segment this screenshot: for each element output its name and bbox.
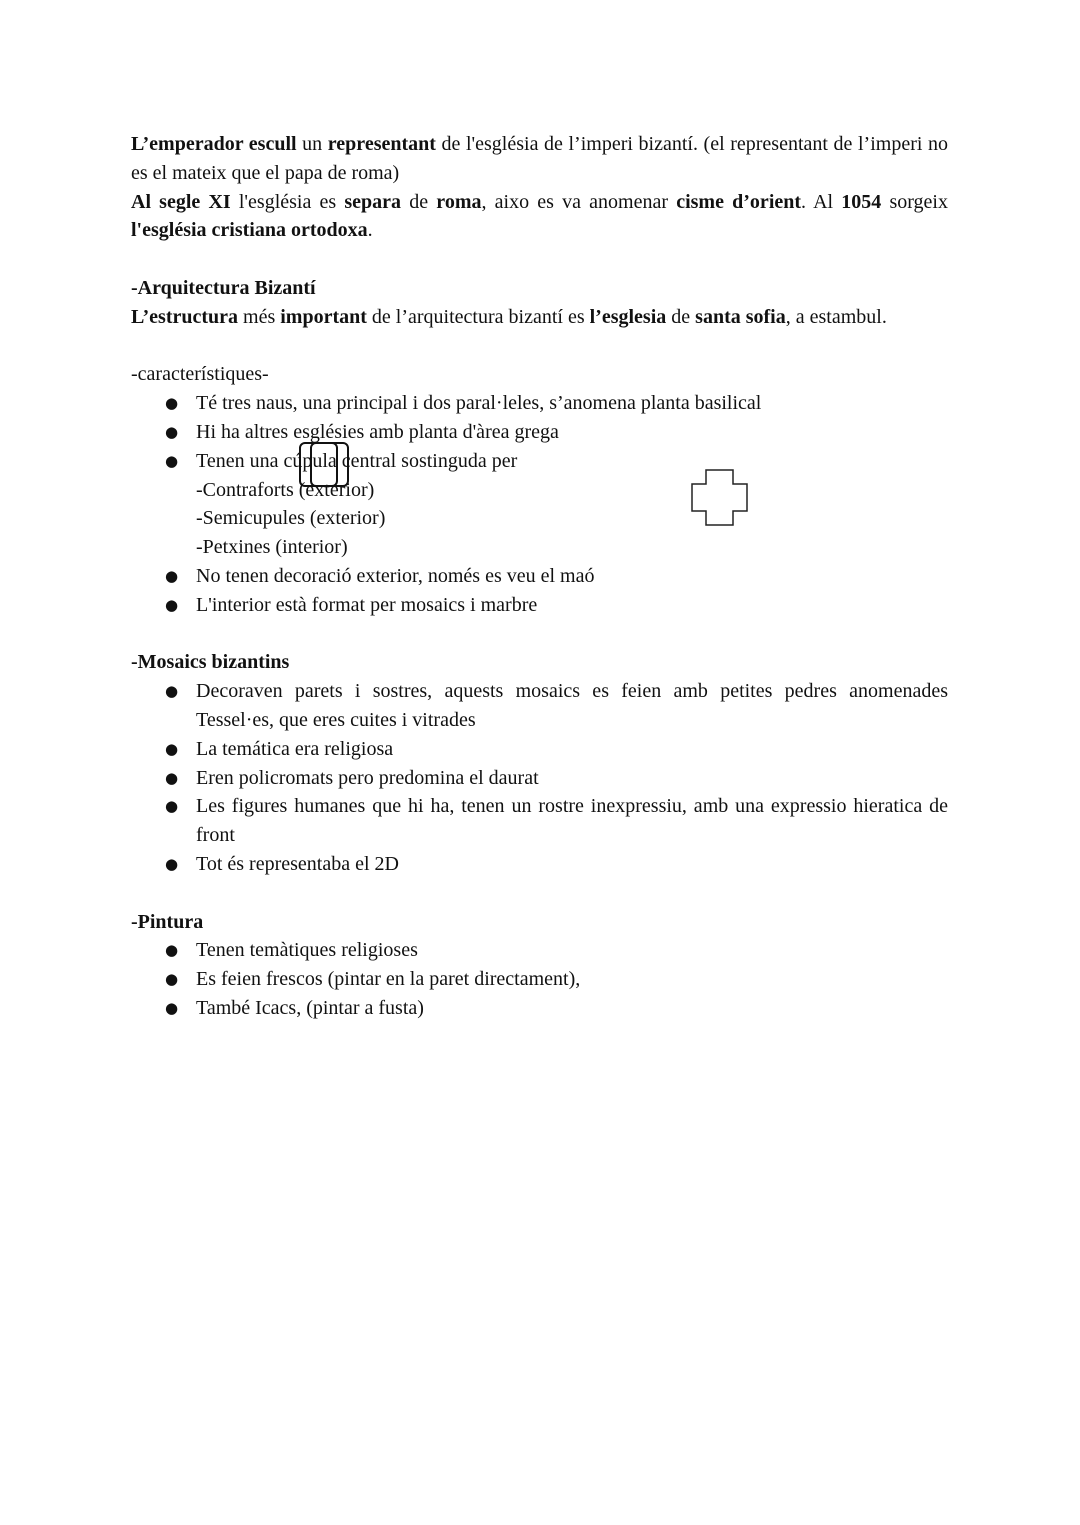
heading-painting: -Pintura	[131, 910, 204, 933]
list-item: ● L'interior està format per mosaics i marbre	[131, 591, 948, 620]
intro-paragraph-schism: Al segle XI l'església es separa de roma, aixo es va anomenar cisme d’orient. Al 1054 sorgeix l'església cristiana ortodoxa.	[131, 190, 948, 242]
list-item: ● Tot és representaba el 2D	[131, 850, 948, 879]
painting-list	[131, 936, 948, 1022]
list-item: ● Hi ha altres esglésies amb planta d'àrea grega	[131, 418, 948, 447]
intro-paragraph-emperor: L’emperador escull un representant de l'església de l’imperi bizantí. (el representant de l’imperi no es el mateix que el papa de roma)	[131, 133, 949, 184]
characteristics-list	[131, 389, 948, 619]
document-page	[131, 130, 948, 1023]
heading-mosaics: -Mosaics bizantins	[131, 651, 290, 674]
list-item: ● Té tres naus, una principal i dos paral·leles, s’anomena planta basilical	[131, 389, 948, 418]
spacer	[131, 879, 948, 908]
list-item: ● La temática era religiosa	[131, 735, 948, 764]
subheading-characteristics: -característiques-	[131, 363, 269, 386]
list-item: ● Tenen una cúpula central sostinguda per	[131, 447, 948, 476]
architecture-paragraph: L’estructura més important de l’arquitectura bizantí es l’esglesia de santa sofia, a estambul.	[131, 305, 887, 328]
list-item: ● Eren policromats pero predomina el daurat	[131, 764, 948, 793]
list-item: ● Tenen temàtiques religioses	[131, 936, 948, 965]
door-plan-icon	[299, 442, 351, 488]
spacer	[131, 332, 948, 361]
spacer	[131, 620, 948, 649]
mosaics-list	[131, 677, 948, 879]
sub-list-item: -Petxines (interior)	[196, 536, 348, 559]
list-item: ● També Icacs, (pintar a fusta)	[131, 994, 948, 1023]
heading-architecture: -Arquitectura Bizantí	[131, 276, 316, 299]
list-item: ● Decoraven parets i sostres, aquests mosaics es feien amb petites pedres anomenades Tessel·es, que eres cuites i vitrades	[131, 677, 948, 735]
spacer	[131, 245, 948, 274]
list-item: ● Es feien frescos (pintar en la paret directament),	[131, 965, 948, 994]
sub-list-item: -Semicupules (exterior)	[196, 507, 386, 530]
list-item: ● No tenen decoració exterior, només es veu el maó	[131, 562, 948, 591]
sub-list-item: -Contraforts (exterior)	[196, 478, 375, 501]
greek-cross-plan-icon	[691, 469, 749, 527]
list-item: ● Les figures humanes que hi ha, tenen un rostre inexpressiu, amb una expressio hieratica de front	[131, 792, 948, 850]
